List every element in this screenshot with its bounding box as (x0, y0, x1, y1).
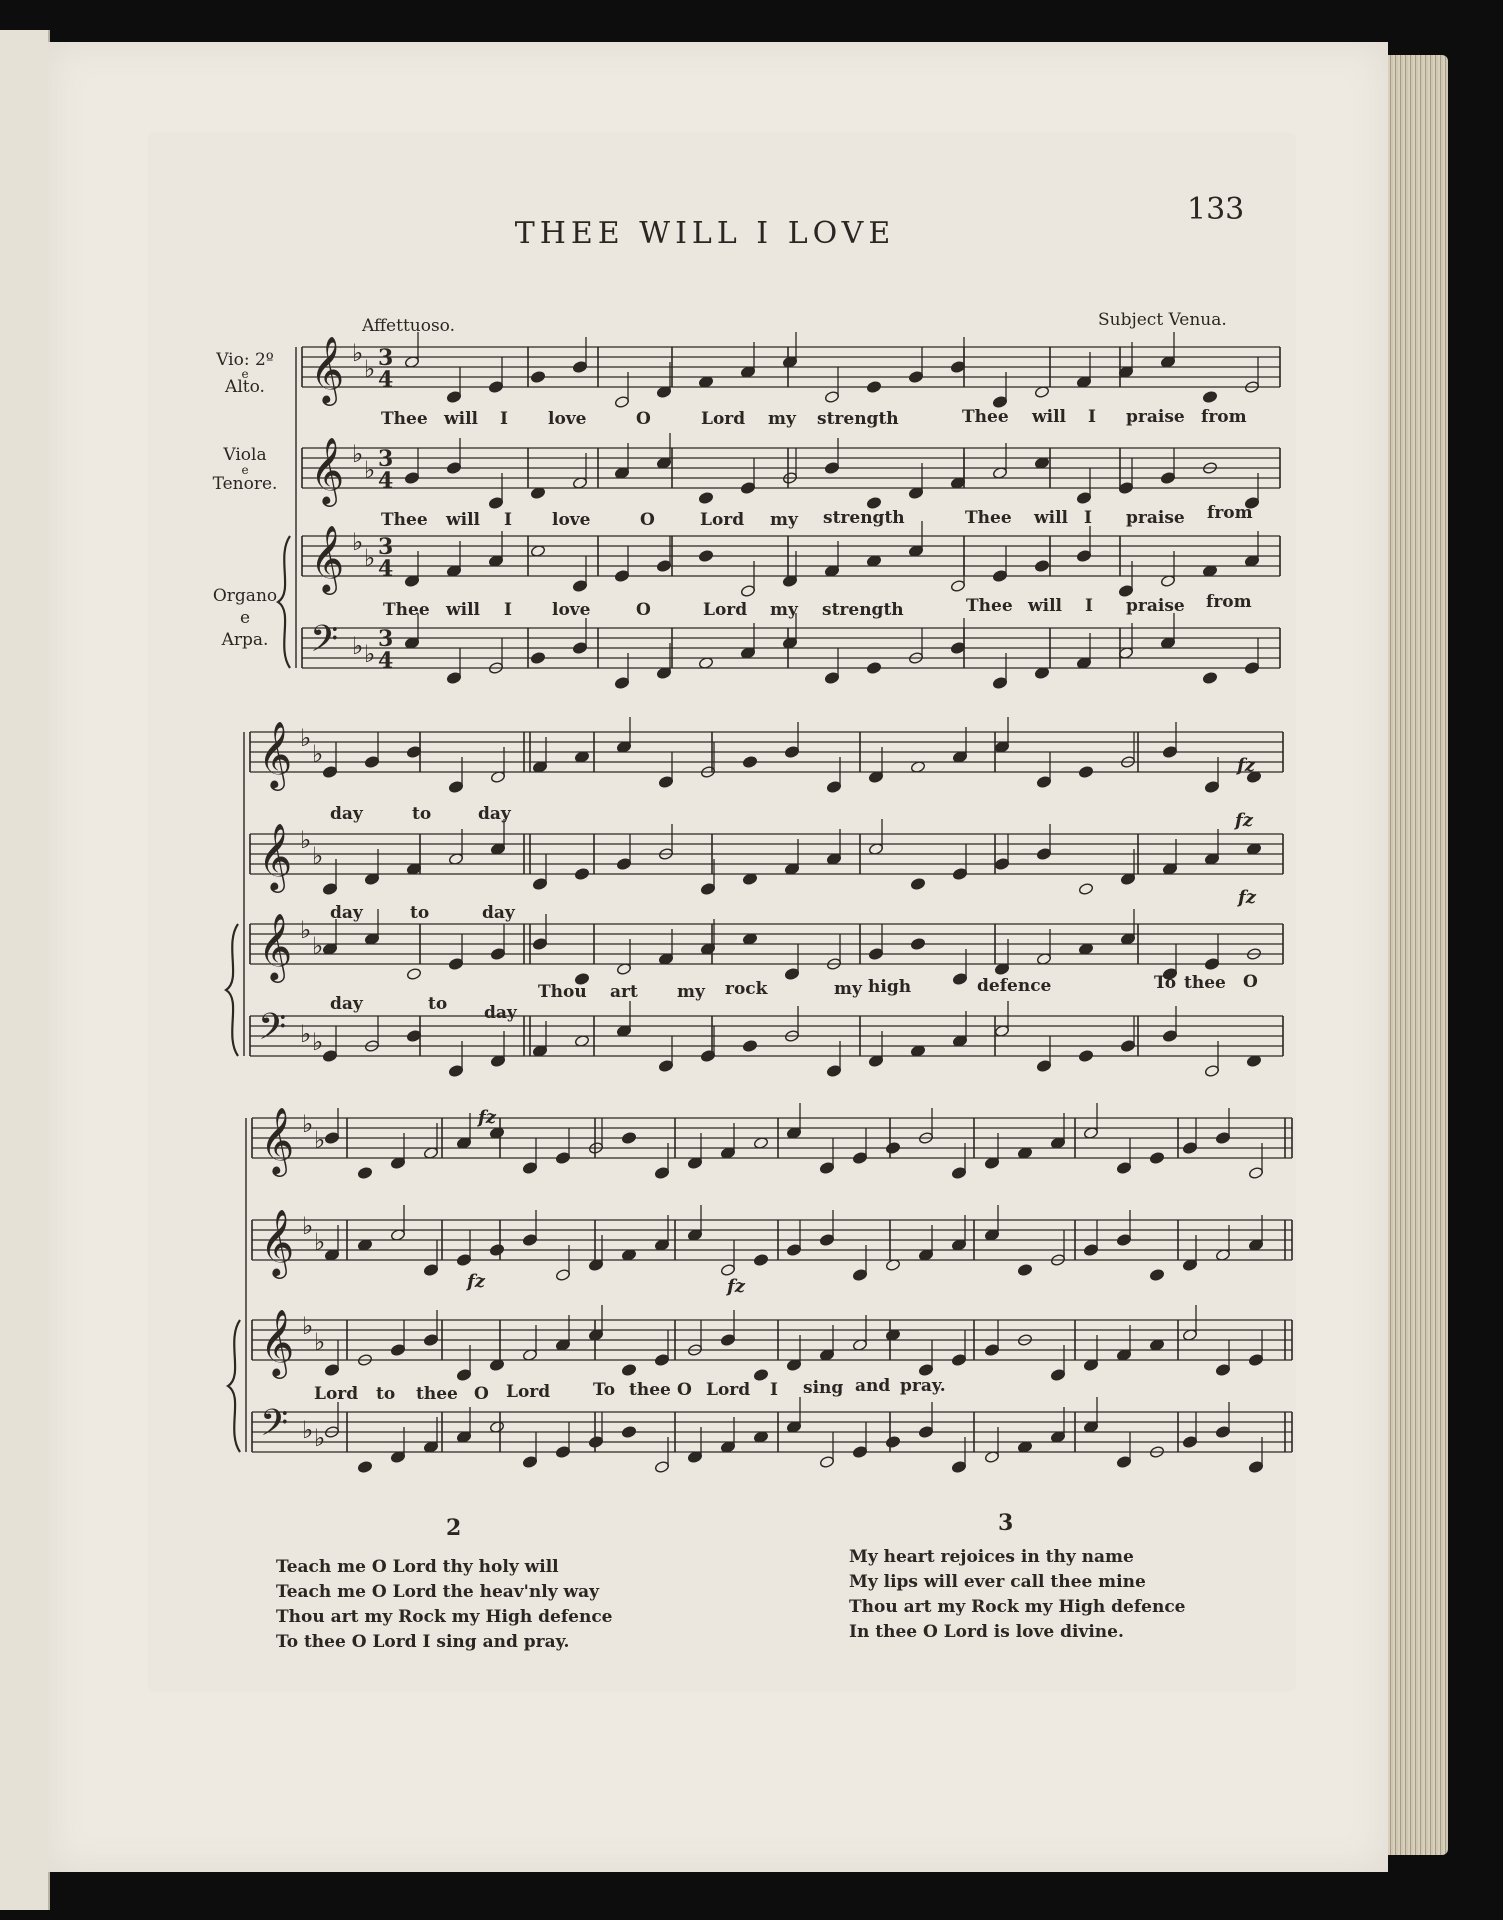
note-head (1078, 883, 1093, 896)
bass-clef-icon: 𝄢 (258, 1006, 287, 1057)
lyric-s3-organ-7: O (677, 1380, 692, 1400)
time-signature-bottom: 4 (378, 468, 394, 494)
treble-clef-icon: 𝄞 (260, 1208, 295, 1276)
lyric-s1-organ-7: strength (822, 600, 904, 620)
lyric-s1-organ-1: will (446, 600, 481, 620)
key-flat-icon: ♭ (312, 932, 324, 960)
time-signature-bottom: 4 (378, 367, 394, 393)
lyric-s2-organ-b-5: high (868, 977, 912, 997)
note-head (357, 1167, 372, 1180)
part-label-line: Alto. (225, 377, 265, 397)
treble-clef-icon: 𝄞 (258, 720, 293, 788)
lyric-s1-tenore-8: Thee (965, 508, 1012, 528)
part-label-line: e (241, 463, 249, 477)
key-flat-icon: ♭ (314, 1228, 326, 1256)
part-label-line: Arpa. (221, 630, 269, 650)
lyric-s2-tenore-2: day (482, 903, 515, 923)
verse-line: In thee O Lord is love divine. (849, 1622, 1124, 1642)
lyric-s1-tenore-2: I (504, 510, 512, 530)
lyric-s1-tenore-4: O (640, 510, 655, 530)
key-flat-icon: ♭ (300, 724, 312, 752)
key-flat-icon: ♭ (302, 1312, 314, 1340)
key-flat-icon: ♭ (314, 1424, 326, 1452)
lyric-s1-tenore-0: Thee (381, 510, 428, 530)
lyric-s2-organ-b-7: To (1154, 973, 1177, 993)
lyric-s1-tenore-1: will (446, 510, 481, 530)
treble-clef-icon: 𝄞 (258, 822, 293, 890)
time-signature-top: 3 (378, 534, 394, 560)
lyric-s3-organ-1: to (376, 1384, 396, 1404)
lyric-s3-organ-0: Lord (314, 1384, 359, 1404)
lyric-s1-organ-3: love (552, 600, 591, 620)
lyric-s1-alto-8: Thee (962, 407, 1009, 427)
dynamic-marking: fz (727, 1276, 745, 1297)
lyric-s2-alto-1: to (412, 804, 432, 824)
lyric-s2-organ-b-3: rock (725, 979, 768, 999)
lyric-s1-alto-5: Lord (701, 409, 746, 429)
lyric-s1-alto-11: praise (1126, 407, 1185, 427)
note-head (910, 938, 925, 951)
treble-clef-icon: 𝄞 (260, 1106, 295, 1174)
key-flat-icon: ♭ (364, 456, 376, 484)
key-flat-icon: ♭ (314, 1126, 326, 1154)
lyric-s1-tenore-7: strength (823, 508, 905, 528)
lyric-s1-alto-9: will (1032, 407, 1067, 427)
lyric-s1-organ-6: my (770, 600, 798, 620)
lyric-s1-tenore-9: will (1034, 508, 1069, 528)
key-flat-icon: ♭ (352, 339, 364, 367)
key-flat-icon: ♭ (364, 355, 376, 383)
attribution: Subject Venua. (1098, 310, 1227, 330)
lyric-s1-alto-12: from (1201, 407, 1247, 427)
lyric-s1-organ-2: I (504, 600, 512, 620)
dynamic-marking: fz (1238, 887, 1256, 908)
key-flat-icon: ♭ (302, 1416, 314, 1444)
lyric-s1-alto-10: I (1088, 407, 1096, 427)
treble-clef-icon: 𝄞 (310, 335, 345, 403)
key-flat-icon: ♭ (352, 440, 364, 468)
lyric-s1-tenore-5: Lord (700, 510, 745, 530)
note-head (574, 868, 589, 881)
lyric-s3-organ-6: thee (629, 1380, 671, 1400)
lyric-s1-organ-4: O (636, 600, 651, 620)
lyric-s2-organ-b-2: my (677, 982, 705, 1002)
lyric-s1-alto-3: love (548, 409, 587, 429)
note-head (1034, 560, 1049, 573)
lyric-s3-organ-12: pray. (900, 1376, 946, 1396)
part-label-line: Vio: 2º (216, 350, 274, 370)
time-signature-top: 3 (378, 626, 394, 652)
lyric-s2-organ-b-8: thee (1184, 973, 1226, 993)
lyric-s2-organ-b-0: Thou (538, 982, 587, 1002)
lyric-s2-alto-2: day (478, 804, 511, 824)
note-head (742, 1040, 757, 1053)
key-flat-icon: ♭ (300, 1020, 312, 1048)
lyric-s1-tenore-12: from (1207, 503, 1253, 523)
note-head (753, 1254, 768, 1267)
verse-number-2: 2 (446, 1515, 462, 1541)
organ-brace (228, 1320, 240, 1452)
treble-clef-icon: 𝄞 (260, 1308, 295, 1376)
part-label-line: e (239, 608, 251, 628)
key-flat-icon: ♭ (300, 826, 312, 854)
treble-clef-icon: 𝄞 (310, 524, 345, 592)
note-head (489, 1244, 504, 1257)
key-flat-icon: ♭ (352, 528, 364, 556)
lyric-s3-organ-11: and (855, 1376, 891, 1396)
lyric-s2-organ-b-6: defence (977, 976, 1052, 996)
tempo-marking: Affettuoso. (362, 316, 456, 336)
key-flat-icon: ♭ (364, 544, 376, 572)
lyric-s2-organ-a-2: day (484, 1003, 517, 1023)
lyric-s1-organ-8: Thee (966, 596, 1013, 616)
lyric-s1-alto-4: O (636, 409, 651, 429)
verse-line: Teach me O Lord thy holy will (276, 1557, 559, 1577)
lyric-s1-alto-2: I (500, 409, 508, 429)
bass-clef-icon: 𝄢 (310, 618, 339, 669)
verse-3-text (849, 1545, 1186, 1645)
lyric-s1-tenore-11: praise (1126, 508, 1185, 528)
lyric-s2-alto-0: day (330, 804, 363, 824)
note-head (621, 1426, 636, 1439)
verse-number-3: 3 (998, 1510, 1014, 1536)
note-head (698, 550, 713, 563)
note-head (910, 878, 925, 891)
note-head (1202, 391, 1217, 404)
dynamic-marking: fz (478, 1107, 496, 1128)
time-signature-bottom: 4 (378, 648, 394, 674)
dynamic-marking: fz (1237, 755, 1255, 776)
key-flat-icon: ♭ (302, 1110, 314, 1138)
lyric-s2-organ-a-1: to (428, 994, 448, 1014)
key-flat-icon: ♭ (314, 1328, 326, 1356)
key-flat-icon: ♭ (312, 842, 324, 870)
time-signature-bottom: 4 (378, 556, 394, 582)
lyric-s1-alto-7: strength (817, 409, 899, 429)
lyric-s1-tenore-6: my (770, 510, 798, 530)
note-head (406, 968, 421, 981)
part-label-line: e (241, 367, 249, 381)
note-head (1078, 1050, 1093, 1063)
lyric-s3-organ-3: O (474, 1384, 489, 1404)
verse-line: My lips will ever call thee mine (849, 1572, 1146, 1592)
lyric-s2-tenore-0: day (330, 903, 363, 923)
note-head (357, 1461, 372, 1474)
note-head (530, 652, 545, 665)
note-head (885, 1142, 900, 1155)
note-head (866, 381, 881, 394)
organ-brace (226, 924, 238, 1056)
dynamic-marking: fz (467, 1271, 485, 1292)
lyric-s1-organ-11: praise (1126, 596, 1185, 616)
note-head (1149, 1269, 1164, 1282)
lyric-s1-tenore-10: I (1084, 508, 1092, 528)
lyric-s2-tenore-1: to (410, 903, 430, 923)
lyric-s1-organ-9: will (1028, 596, 1063, 616)
key-flat-icon: ♭ (364, 640, 376, 668)
lyric-s1-organ-5: Lord (703, 600, 748, 620)
note-head (1017, 1264, 1032, 1277)
lyric-s1-alto-6: my (768, 409, 796, 429)
bass-clef-icon: 𝄢 (260, 1402, 289, 1453)
note-head (530, 371, 545, 384)
time-signature-top: 3 (378, 345, 394, 371)
note-head (1149, 1152, 1164, 1165)
verse-line: Thou art my Rock my High defence (849, 1597, 1186, 1617)
lyric-s3-organ-10: sing (803, 1378, 844, 1398)
lyric-s1-organ-0: Thee (383, 600, 430, 620)
lyric-s3-organ-2: thee (416, 1384, 458, 1404)
song-title: THEE WILL I LOVE (514, 216, 896, 251)
verse-line: My heart rejoices in thy name (849, 1547, 1134, 1567)
organ-brace (278, 536, 290, 668)
treble-clef-icon: 𝄞 (258, 912, 293, 980)
part-label-line: Organo (212, 586, 278, 606)
note-head (621, 1364, 636, 1377)
treble-clef-icon: 𝄞 (310, 436, 345, 504)
key-flat-icon: ♭ (300, 916, 312, 944)
lyric-s2-organ-b-9: O (1243, 972, 1258, 992)
note-head (866, 662, 881, 675)
page-number: 133 (1187, 192, 1245, 227)
key-flat-icon: ♭ (312, 740, 324, 768)
lyric-s1-alto-1: will (444, 409, 479, 429)
lyric-s3-organ-4: Lord (506, 1382, 551, 1402)
lyric-s3-organ-5: To (593, 1380, 616, 1400)
verse-2-text (276, 1555, 613, 1655)
lyric-s1-organ-12: from (1206, 592, 1252, 612)
time-signature-top: 3 (378, 446, 394, 472)
key-flat-icon: ♭ (312, 1028, 324, 1056)
note-head (698, 492, 713, 505)
note-head (753, 1369, 768, 1382)
verse-line: Teach me O Lord the heav'nly way (276, 1582, 600, 1602)
lyric-s2-organ-a-0: day (330, 994, 363, 1014)
lyric-s2-organ-b-4: my (834, 979, 862, 999)
part-label-line: Tenore. (212, 474, 278, 494)
lyric-s3-organ-9: I (770, 1380, 778, 1400)
note-head (1202, 672, 1217, 685)
key-flat-icon: ♭ (302, 1212, 314, 1240)
note-head (742, 756, 757, 769)
lyric-s1-tenore-3: love (552, 510, 591, 530)
lyric-s3-organ-8: Lord (706, 1380, 751, 1400)
verse-line: Thou art my Rock my High defence (276, 1607, 613, 1627)
lyric-s2-organ-b-1: art (610, 982, 638, 1002)
note-head (885, 1436, 900, 1449)
note-head (621, 1132, 636, 1145)
note-head (1078, 766, 1093, 779)
lyric-s1-organ-10: I (1085, 596, 1093, 616)
dynamic-marking: fz (1235, 810, 1253, 831)
lyric-s1-alto-0: Thee (381, 409, 428, 429)
key-flat-icon: ♭ (352, 632, 364, 660)
part-label-line: Viola (223, 445, 267, 465)
verse-line: To thee O Lord I sing and pray. (276, 1632, 570, 1652)
